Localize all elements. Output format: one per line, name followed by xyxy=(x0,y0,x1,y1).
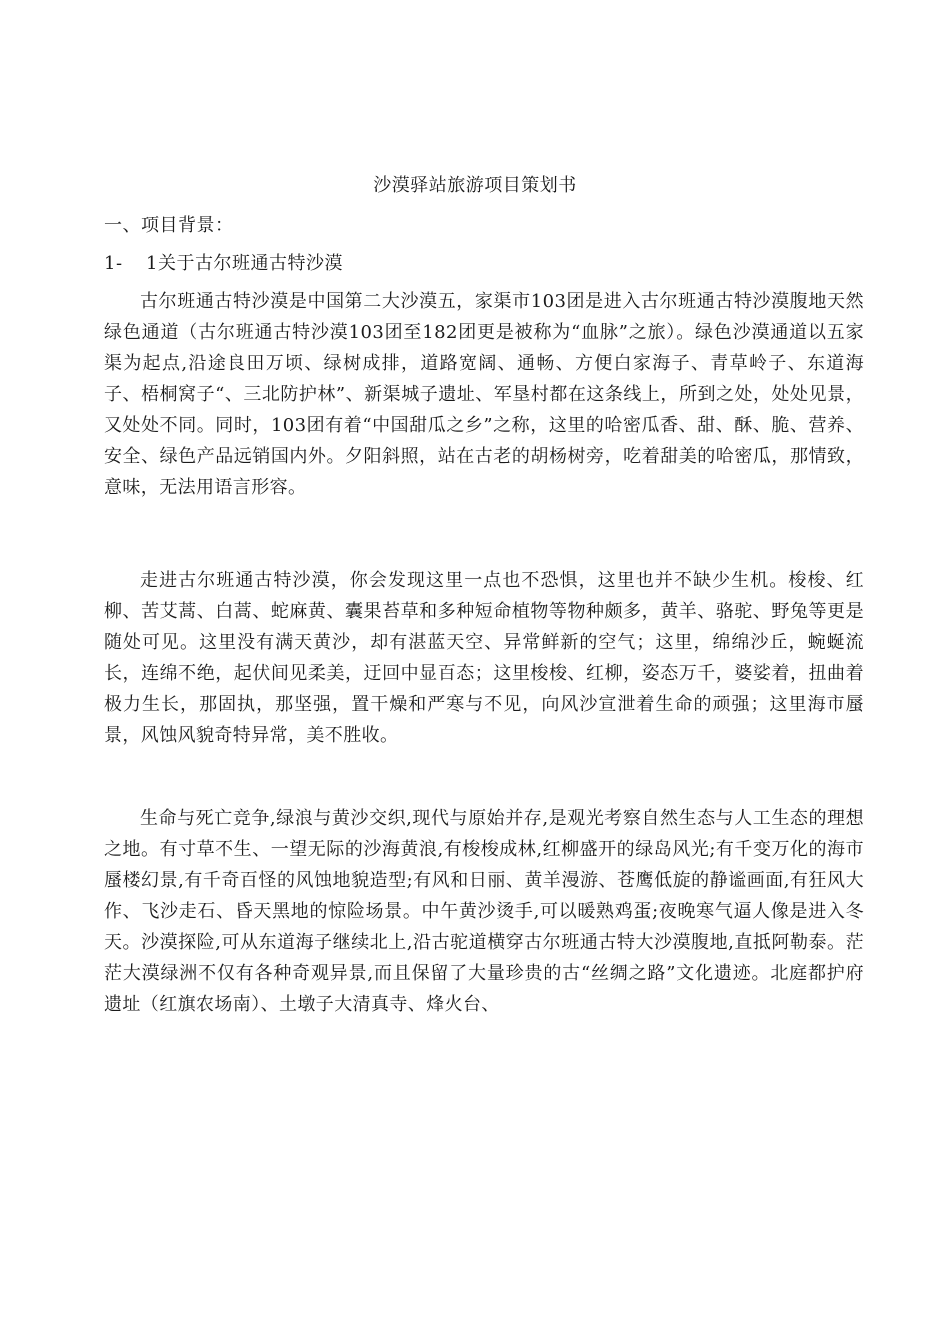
subsection-heading xyxy=(104,249,343,279)
subsection-number: 1- xyxy=(104,253,123,274)
document-title: 沙漠驿站旅游项目策划书 xyxy=(373,175,577,196)
body-paragraph: 古尔班通古特沙漠是中国第二大沙漠五，家渠市103团是进入古尔班通古特沙漠腹地天然绿色通道（古尔班通古特沙漠103团至182团更是被称为“血脉”之旅）。绿色沙漠通道以五家渠为起点,沿途良田万顷、绿树成排，道路宽阔、通畅、方便白家海子、青草岭子、东道海子、梧桐窝子“、三北防护林”、新渠城子遗址、军垦村都在这条线上，所到之处，处处见景，又处处不同。同时，103团有着“中国甜瓜之乡”之称，这里的哈密瓜香、甜、酥、脆、营养、安全、绿色产品远销国内外。夕阳斜照，站在古老的胡杨树旁，吃着甜美的哈密瓜，那情致，意味，无法用语言形容。 xyxy=(104,291,864,498)
section-heading-background: 一、项目背景： xyxy=(104,215,234,236)
body-paragraph: 生命与死亡竞争,绿浪与黄沙交织,现代与原始并存,是观光考察自然生态与人工生态的理想之地。有寸草不生、一望无际的沙海黄浪,有梭梭成林,红柳盛开的绿岛风光;有千变万化的海市蜃楼幻景,有千奇百怪的风蚀地貌造型;有风和日丽、黄羊漫游、苍鹰低旋的静谧画面,有狂风大作、飞沙走石、昏天黑地的惊险场景。中午黄沙烫手,可以暖熟鸡蛋;夜晚寒气逼人像是进入冬天。沙漠探险,可从东道海子继续北上,沿古驼道横穿古尔班通古特大沙漠腹地,直抵阿勒泰。茫茫大漠绿洲不仅有各种奇观异景,而且保留了大量珍贵的古“丝绸之路”文化遗迹。北庭都护府遗址（红旗农场南）、土墩子大清真寺、烽火台、 xyxy=(104,808,864,1015)
subsection-title: 1关于古尔班通古特沙漠 xyxy=(146,253,343,274)
body-paragraph: 走进古尔班通古特沙漠，你会发现这里一点也不恐惧，这里也并不缺少生机。梭梭、红柳、苦艾蒿、白蒿、蛇麻黄、囊果苔草和多种短命植物等物种颇多，黄羊、骆驼、野兔等更是随处可见。这里没有满天黄沙，却有湛蓝天空、异常鲜新的空气；这里，绵绵沙丘，蜿蜒流长，连绵不绝，起伏间见柔美，迂回中显百态；这里梭梭、红柳，姿态万千，婆娑着，扭曲着极力生长，那固执，那坚强，置干燥和严寒与不见，向风沙宣泄着生命的顽强；这里海市蜃景，风蚀风貌奇特异常，美不胜收。 xyxy=(104,570,864,746)
